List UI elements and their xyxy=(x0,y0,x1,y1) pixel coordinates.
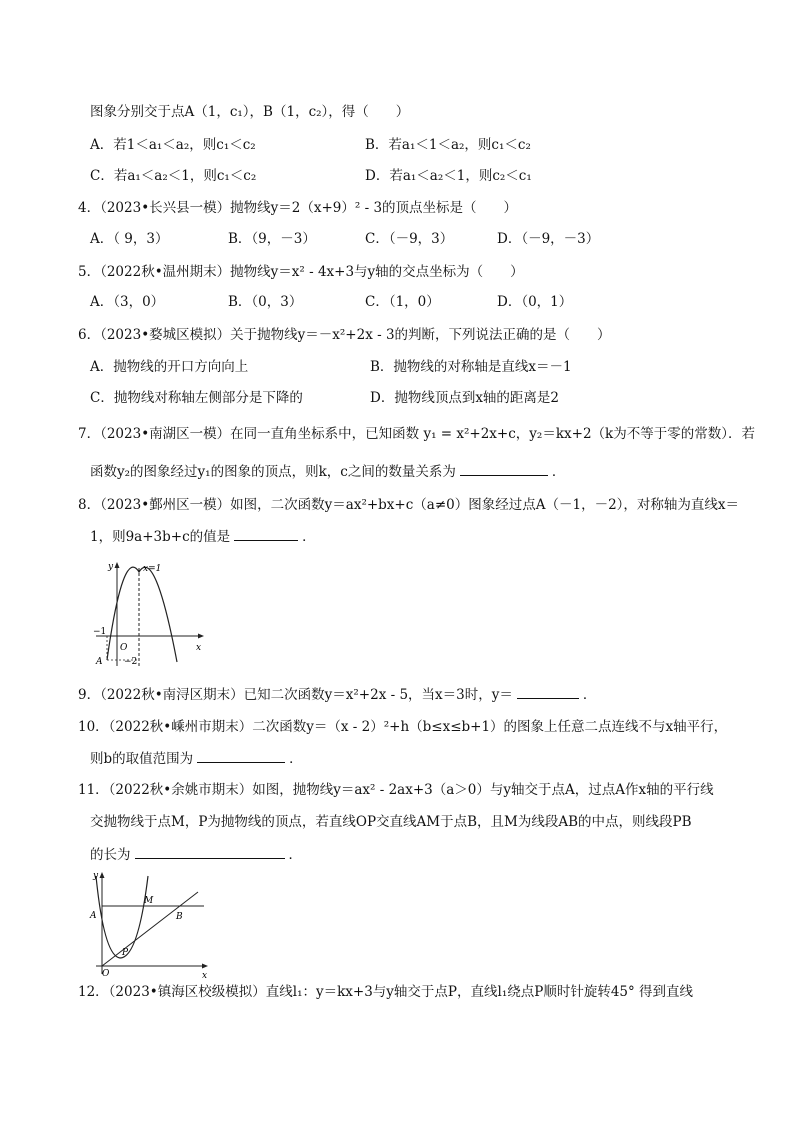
q7-line-2-end: ． xyxy=(551,464,566,480)
fig8-label-minus1: −1 xyxy=(93,627,107,637)
q4-option-c: C．（－9，3） xyxy=(365,231,454,247)
q7-line-2 xyxy=(90,461,565,482)
q7-answer-blank[interactable] xyxy=(460,461,548,476)
fig8-label-y: y xyxy=(108,562,114,572)
fig11-label-p: P xyxy=(122,948,129,958)
q6-option-c: C．抛物线对称轴左侧部分是下降的 xyxy=(90,390,303,406)
q10-line-1: 10．（2022秋•嵊州市期末）二次函数y＝（x - 2）²+h（b≤x≤b+1）的图象上任意二点连线不与x轴平行， xyxy=(78,719,728,735)
q5-option-c: C．（1，0） xyxy=(365,294,440,310)
fig11-parabola xyxy=(96,876,148,958)
q4-option-b: B．（9，－3） xyxy=(228,231,316,247)
q3-option-c: C．若a₁＜a₂＜1，则c₁＜c₂ xyxy=(90,168,257,184)
q5-stem: 5．（2022秋•温州期末）抛物线y＝x² - 4x+3与y轴的交点坐标为（ ） xyxy=(78,264,524,280)
q6-stem: 6．（2023•婺城区模拟）关于抛物线y＝－x²+2x - 3的判断，下列说法正确的是（ ） xyxy=(78,327,611,343)
q3-option-d: D．若a₁＜a₂＜1，则c₂＜c₁ xyxy=(365,168,532,184)
fig11-label-x: x xyxy=(202,971,208,978)
q8-figure xyxy=(88,558,213,670)
q8-answer-blank[interactable] xyxy=(234,526,298,541)
q10-line-2-text: 则b的取值范围为 xyxy=(90,751,194,767)
fig11-label-m: M xyxy=(144,896,154,906)
q11-line-2: 交抛物线于点M，P为抛物线的顶点，若直线OP交直线AM于点B，且M为线段AB的中点，则线段PB xyxy=(90,814,692,830)
q6-option-d: D．抛物线顶点到x轴的距离是2 xyxy=(370,390,560,406)
fig11-label-y: y xyxy=(93,871,99,881)
q5-option-d: D．（0，1） xyxy=(497,294,573,310)
q8-line-1: 8．（2023•鄞州区一模）如图，二次函数y＝ax²+bx+c（a≠0）图象经过点A（－1，－2），对称轴为直线x＝ xyxy=(78,497,740,513)
fig11-x-arrow xyxy=(202,964,208,969)
q8-line-2-end: ． xyxy=(302,529,316,545)
fig8-label-x: x xyxy=(196,643,202,653)
fig8-y-arrow xyxy=(115,562,120,568)
q11-answer-blank[interactable] xyxy=(135,844,285,859)
q11-line-3 xyxy=(90,844,302,865)
fig11-label-o: O xyxy=(102,969,110,978)
q3-stem: 图象分别交于点A（1，c₁），B（1，c₂），得（ ） xyxy=(90,104,410,120)
q11-line-3-end: ． xyxy=(288,847,302,863)
q10-answer-blank[interactable] xyxy=(197,748,285,763)
q10-line-2 xyxy=(90,748,303,769)
fig11-y-arrow xyxy=(100,872,105,878)
q9-text: 9．（2022秋•南浔区期末）已知二次函数y＝x²+2x - 5，当x＝3时，y＝ xyxy=(78,687,513,703)
fig11-label-b: B xyxy=(176,912,183,922)
q3-option-b: B．若a₁＜1＜a₂，则c₁＜c₂ xyxy=(365,137,531,153)
q5-option-a: A．（3，0） xyxy=(90,294,165,310)
q6-option-b: B．抛物线的对称轴是直线x＝－1 xyxy=(370,359,572,375)
q4-stem: 4．（2023•长兴县一模）抛物线y＝2（x+9）² - 3的顶点坐标是（ ） xyxy=(78,200,518,216)
q12-line-1: 12．（2023•镇海区校级模拟）直线l₁：y＝kx+3与y轴交于点P，直线l₁绕点P顺时针旋转45° 得到直线 xyxy=(78,984,694,1000)
q6-option-a: A．抛物线的开口方向向上 xyxy=(90,359,249,375)
q9-end: ． xyxy=(582,687,597,703)
q8-line-2-text: 1，则9a+3b+c的值是 xyxy=(90,529,231,545)
fig8-label-axis: x=1 xyxy=(143,564,162,574)
fig8-label-a: A xyxy=(96,657,103,667)
q3-option-a: A．若1＜a₁＜a₂，则c₁＜c₂ xyxy=(90,137,256,153)
fig8-x-arrow xyxy=(198,634,204,639)
q10-line-2-end: ． xyxy=(289,751,303,767)
q5-option-b: B．（0，3） xyxy=(228,294,303,310)
q7-line-2-text: 函数y₂的图象经过y₁的图象的顶点，则k，c之间的数量关系为 xyxy=(90,464,456,480)
q8-line-2 xyxy=(90,526,316,547)
q4-option-a: A．（ 9，3） xyxy=(90,231,169,247)
q11-line-1: 11．（2022秋•余姚市期末）如图，抛物线y＝ax² - 2ax+3（a＞0）与y轴交于点A，过点A作x轴的平行线 xyxy=(78,782,714,798)
fig8-label-o: O xyxy=(120,643,128,653)
q9-answer-blank[interactable] xyxy=(517,684,579,699)
q4-option-d: D．（－9，－3） xyxy=(497,231,600,247)
q11-figure xyxy=(86,866,216,978)
q11-line-3-text: 的长为 xyxy=(90,847,131,863)
q9-line xyxy=(78,684,596,705)
q7-line-1: 7．（2023•南湖区一模）在同一直角坐标系中，已知函数 y₁ = x²+2x+c，y₂＝kx+2（k为不等于零的常数）．若 xyxy=(78,426,755,442)
fig11-label-a: A xyxy=(90,911,97,921)
fig8-label-minus2: −2 xyxy=(124,657,138,667)
